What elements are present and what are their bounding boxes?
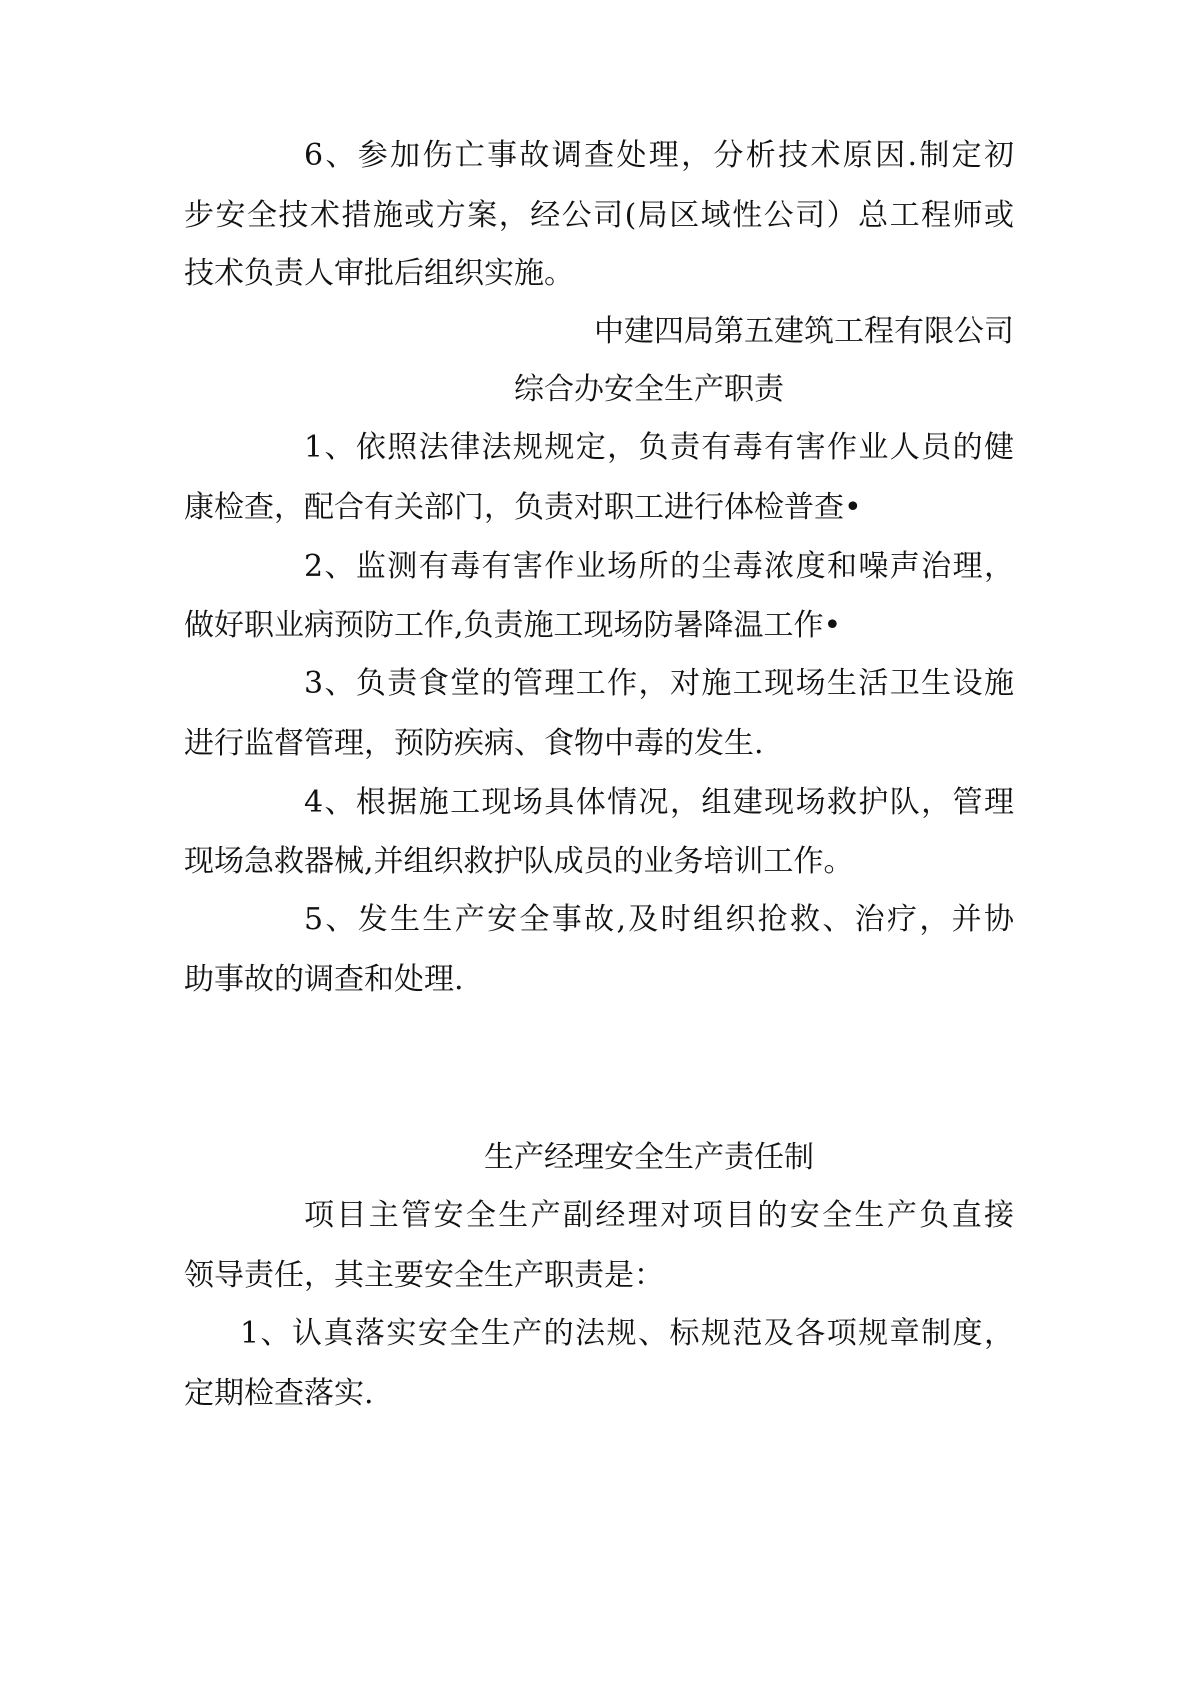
prev-item6-line1: 6、参加伤亡事故调查处理，分析技术原因.制定初 <box>304 138 1014 173</box>
office-item5-line2: 助事故的调查和处理. <box>184 962 464 997</box>
manager-item1-line1: 1、认真落实安全生产的法规、标规范及各项规章制度， <box>240 1316 1014 1351</box>
office-item3-line2: 进行监督管理，预防疾病、食物中毒的发生. <box>184 726 764 761</box>
office-item1-line1: 1、依照法律法规规定，负责有毒有害作业人员的健 <box>304 430 1014 465</box>
manager-intro-line1: 项目主管安全生产副经理对项目的安全生产负直接 <box>304 1198 1014 1233</box>
prev-item6-line2: 步安全技术措施或方案，经公司(局区域性公司）总工程师或 <box>184 198 1014 233</box>
office-item4-line2: 现场急救器械,并组织救护队成员的业务培训工作。 <box>184 844 854 879</box>
company-name: 中建四局第五建筑工程有限公司 <box>594 314 1014 349</box>
prev-item6-line3: 技术负责人审批后组织实施。 <box>184 256 574 291</box>
office-item5-line1: 5、发生生产安全事故,及时组织抢救、治疗，并协 <box>304 902 1014 937</box>
office-item4-line1: 4、根据施工现场具体情况，组建现场救护队，管理 <box>304 785 1014 820</box>
office-item3-line1: 3、负责食堂的管理工作，对施工现场生活卫生设施 <box>304 666 1014 701</box>
office-item1-line2: 康检查，配合有关部门，负责对职工进行体检普查• <box>184 490 862 525</box>
manager-intro-line2: 领导责任，其主要安全生产职责是： <box>184 1258 664 1293</box>
manager-section-title: 生产经理安全生产责任制 <box>484 1140 814 1175</box>
manager-item1-line2: 定期检查落实. <box>184 1376 374 1411</box>
office-item2-line1: 2、监测有毒有害作业场所的尘毒浓度和噪声治理， <box>304 549 1014 584</box>
office-section-title: 综合办安全生产职责 <box>514 372 784 407</box>
office-item2-line2: 做好职业病预防工作,负责施工现场防暑降温工作• <box>184 608 842 643</box>
